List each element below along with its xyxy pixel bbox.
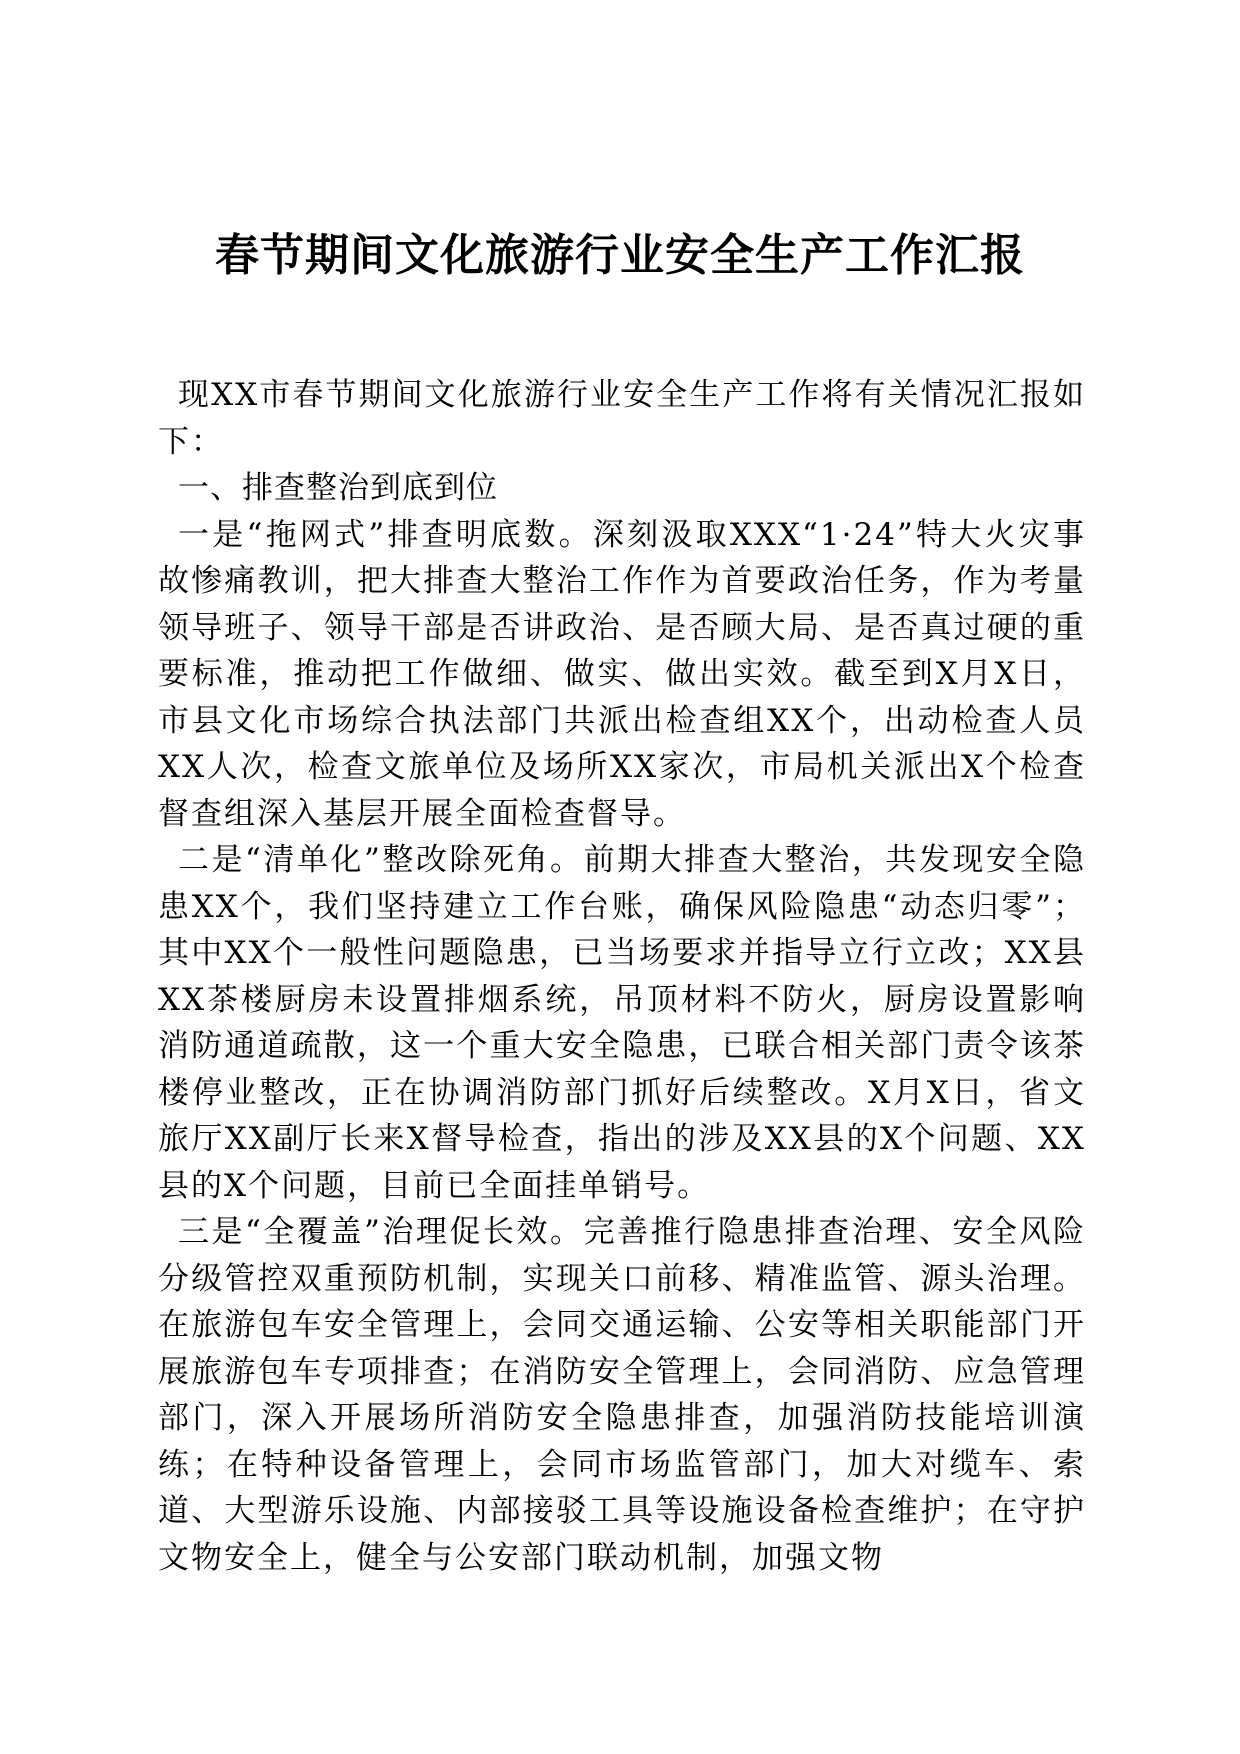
document-title: 春节期间文化旅游行业安全生产工作汇报	[215, 230, 1025, 281]
body-paragraph-3: 三是“全覆盖”治理促长效。完善推行隐患排查治理、安全风险分级管控双重预防机制，实现关口前移、精准监管、源头治理。在旅游包车安全管理上，会同交通运输、公安等相关职能部门开展旅游包车专项排查；在消防安全管理上，会同消防、应急管理部门，深入开展场所消防安全隐患排查，加强消防技能培训演练；在特种设备管理上，会同市场监管部门，加大对缆车、索道、大型游乐设施、内部接驳工具等设施设备检查维护；在守护文物安全上，健全与公安部门联动机制，加强文物	[158, 1214, 1086, 1576]
body-paragraph-2: 二是“清单化”整改除死角。前期大排查大整治，共发现安全隐患XX个，我们坚持建立工作台账，确保风险隐患“动态归零”；其中XX个一般性问题隐患，已当场要求并指导立行立改；XX县XX茶楼厨房未设置排烟系统，吊顶材料不防火，厨房设置影响消防通道疏散，这一个重大安全隐患，已联合相关部门责令该茶楼停业整改，正在协调消防部门抓好后续整改。X月X日，省文旅厅XX副厅长来X督导检查，指出的涉及XX县的X个问题、XX县的X个问题，目前已全面挂单销号。	[158, 842, 1086, 1204]
document-body	[158, 372, 1086, 1581]
section-heading: 一、排查整治到底到位	[178, 470, 498, 506]
body-paragraph-1: 一是“拖网式”排查明底数。深刻汲取XXX“1·24”特大火灾事故惨痛教训，把大排查大整治工作作为首要政治任务，作为考量领导班子、领导干部是否讲政治、是否顾大局、是否真过硬的重要标准，推动把工作做细、做实、做出实效。截至到X月X日，市县文化市场综合执法部门共派出检查组XX个，出动检查人员XX人次，检查文旅单位及场所XX家次，市局机关派出X个检查督查组深入基层开展全面检查督导。	[158, 516, 1086, 832]
intro-paragraph: 现XX市春节期间文化旅游行业安全生产工作将有关情况汇报如下：	[158, 377, 1086, 460]
